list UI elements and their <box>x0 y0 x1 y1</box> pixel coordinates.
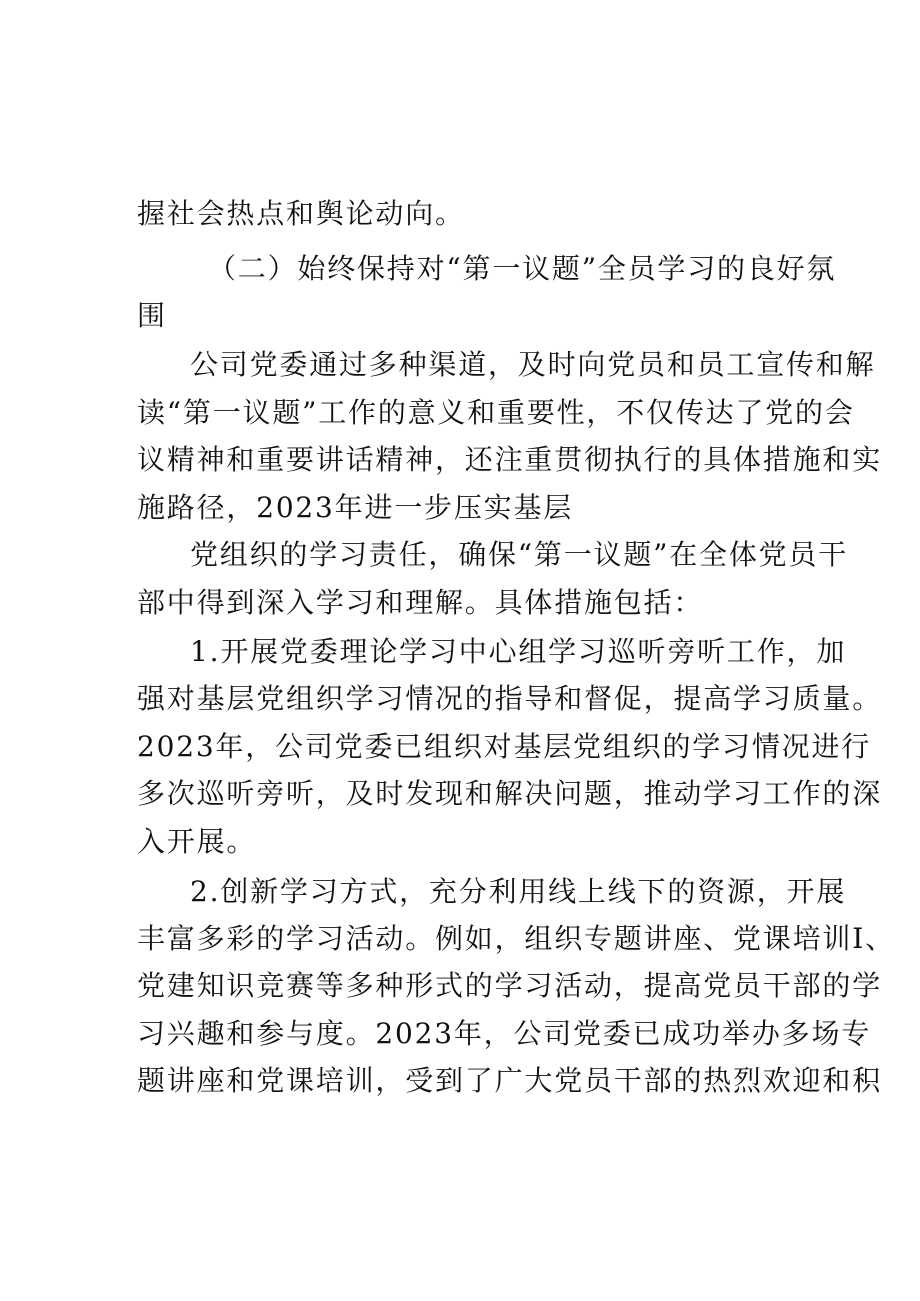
text-line: 握社会热点和舆论动向。 <box>137 197 465 230</box>
list-item-line: 入开展。 <box>137 825 257 858</box>
list-item-line: 2023年，公司党委已组织对基层党组织的学习情况进行 <box>137 730 872 763</box>
list-item-line: 丰富多彩的学习活动。例如，组织专题讲座、党课培训I、 <box>137 922 895 955</box>
paragraph-line: 读“第一议题”工作的意义和重要性，不仅传达了党的会 <box>137 396 855 429</box>
section-heading: （二）始终保持对“第一议题”全员学习的良好氛 <box>208 252 837 285</box>
paragraph-line: 党组织的学习责任，确保“第一议题”在全体党员干 <box>190 538 849 571</box>
paragraph-line: 公司党委通过多种渠道，及时向党员和员工宣传和解 <box>190 348 876 381</box>
paragraph-line: 部中得到深入学习和理解。具体措施包括： <box>137 586 704 619</box>
paragraph-line: 施路径，2023年进一步压实基层 <box>137 491 574 524</box>
list-item-line: 2.创新学习方式，充分利用线上线下的资源，开展 <box>190 875 847 908</box>
list-item-line: 题讲座和党课培训，受到了广大党员干部的热烈欢迎和积 <box>137 1064 883 1097</box>
list-item-line: 习兴趣和参与度。2023年，公司党委已成功举办多场专 <box>137 1017 872 1050</box>
list-item-line: 1.开展党委理论学习中心组学习巡听旁听工作，加 <box>190 635 847 668</box>
section-heading-continued: 围 <box>137 299 167 332</box>
list-item-line: 强对基层党组织学习情况的指导和督促，提高学习质量。 <box>137 682 883 715</box>
list-item-line: 多次巡听旁听，及时发现和解决问题，推动学习工作的深 <box>137 777 883 810</box>
paragraph-line: 议精神和重要讲话精神，还注重贯彻执行的具体措施和实 <box>137 443 883 476</box>
list-item-line: 党建知识竞赛等多种形式的学习活动，提高党员干部的学 <box>137 969 883 1002</box>
